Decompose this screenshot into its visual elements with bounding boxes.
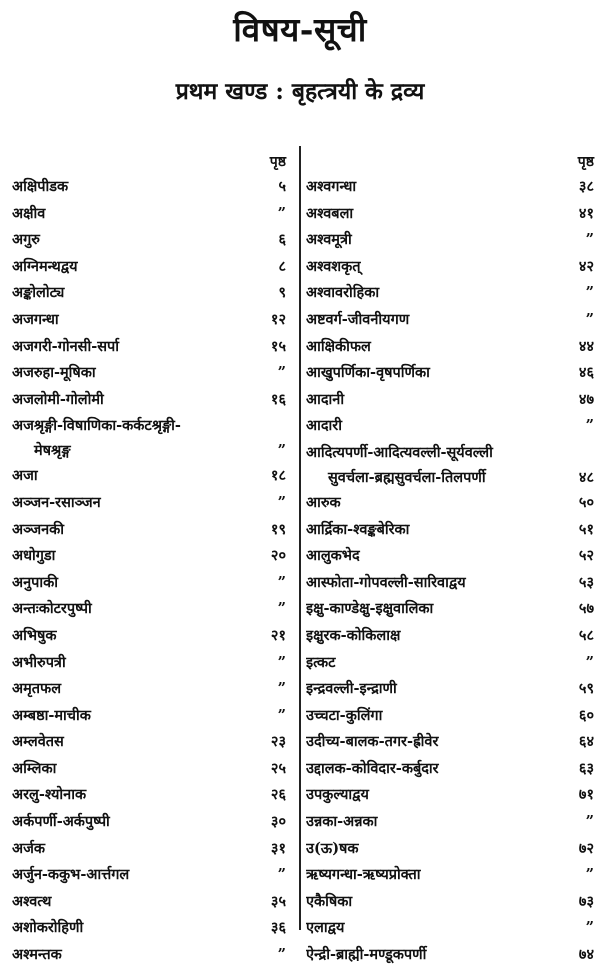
- entry-page-number: ”: [277, 493, 286, 511]
- entry-name-line: उच्चटा-कुलिंगा: [306, 706, 383, 724]
- entry-page-number: ”: [585, 653, 594, 671]
- entry-name-line: अक्षीव: [12, 204, 46, 222]
- toc-entry: [306, 915, 594, 942]
- entry-page-number: २३: [270, 733, 286, 751]
- entry-name-line: इक्षुरक-कोकिलाक्ष: [306, 626, 401, 644]
- toc-entry: [12, 889, 294, 916]
- entry-name: [306, 809, 562, 836]
- entry-page-number: ४८: [578, 468, 594, 486]
- entry-name-line: इत्कट: [306, 653, 336, 671]
- entry-page-number: ४२: [578, 257, 594, 275]
- entry-name-line: आलुकभेद: [306, 547, 360, 565]
- entry-name: [12, 201, 254, 228]
- entry-name-line: आर्द्रिका-श्वङ्कबेरिका: [306, 520, 410, 538]
- entry-name: [306, 334, 562, 361]
- entry-name-line: अश्वशकृत्: [306, 257, 361, 275]
- toc-entry: [306, 862, 594, 889]
- toc-entry: [12, 809, 294, 836]
- entry-page-number: ”: [277, 866, 286, 884]
- page-column-header: [306, 150, 594, 174]
- toc-entry: [306, 782, 594, 809]
- entry-name-line: अभीरुपत्री: [12, 653, 66, 671]
- entry-name-continuation: मेषश्रृङ्ग: [34, 442, 71, 460]
- entry-name: [12, 254, 254, 281]
- toc-entry: [12, 782, 294, 809]
- entry-page-number: ७२: [578, 839, 594, 857]
- page-column-header: [12, 150, 294, 174]
- entry-name: [12, 517, 254, 544]
- entry-page-number: ५७: [578, 600, 594, 618]
- entry-name: [12, 174, 254, 201]
- toc-entry: [12, 387, 294, 414]
- left-column: [12, 150, 294, 969]
- entry-page-number: ५३: [578, 573, 594, 591]
- entry-name: [12, 729, 254, 756]
- entry-name: [306, 915, 562, 942]
- toc-entry: [12, 676, 294, 703]
- entry-name-line: इक्षु-काण्डेक्षु-इक्षुवालिका: [306, 600, 434, 618]
- entry-name: [306, 387, 562, 414]
- entry-page-number: ५९: [578, 680, 594, 698]
- entry-name-line: अम्बष्ठा-माचीक: [12, 706, 91, 724]
- toc-entry: [12, 756, 294, 783]
- section-subtitle: प्रथम खण्ड : बृहत्त्रयी के द्रव्य: [175, 78, 425, 105]
- entry-name-line: अन्तःकोटरपुष्पी: [12, 600, 92, 618]
- toc-entry: [306, 543, 594, 570]
- toc-entry: [306, 201, 594, 228]
- entry-name: [12, 915, 254, 942]
- entry-page-number: ३८: [578, 178, 594, 195]
- entry-page-number: ”: [277, 364, 286, 382]
- entry-name: [12, 463, 254, 490]
- entry-name: [306, 570, 562, 597]
- page-header-label: पृष्ठ: [269, 154, 286, 170]
- toc-entry: [306, 490, 594, 517]
- entry-name-line: अर्कपर्णी-अर्कपुष्पी: [12, 813, 110, 831]
- entry-name-line: अधोगुडा: [12, 547, 56, 565]
- toc-entry: [306, 650, 594, 677]
- entry-name-line: अग्निमन्थद्वय: [12, 257, 78, 275]
- toc-entry: [12, 729, 294, 756]
- entry-name: [306, 280, 562, 307]
- entry-page-number: ५८: [578, 626, 594, 644]
- toc-entry: [306, 623, 594, 650]
- entry-name-line: अनुपाकी: [12, 573, 59, 591]
- entry-page-number: ”: [277, 204, 286, 222]
- entry-name-line: अजा: [12, 467, 38, 485]
- entry-page-number: ”: [585, 284, 594, 302]
- entry-name: [12, 623, 254, 650]
- entry-name: [306, 623, 562, 650]
- entry-name-line: ऋष्यगन्धा-ऋष्यप्रोक्ता: [306, 866, 421, 884]
- entry-name: [306, 254, 562, 281]
- entry-name: [12, 650, 254, 677]
- entry-name-line: अङ्कोलोट्य: [12, 284, 65, 302]
- entry-name-line: आक्षिकीफल: [306, 337, 371, 355]
- entry-name: [12, 307, 254, 334]
- toc-entry: [12, 280, 294, 307]
- toc-entry: [306, 307, 594, 334]
- toc-entry: [12, 174, 294, 201]
- entry-name: [306, 543, 562, 570]
- toc-entry: [306, 174, 594, 201]
- entry-name: [306, 360, 562, 387]
- toc-entry: [12, 570, 294, 597]
- entry-name: [306, 440, 562, 490]
- entry-page-number: ७४: [578, 946, 594, 964]
- entry-name-line: अञ्जनकी: [12, 520, 65, 538]
- toc-entry: [12, 650, 294, 677]
- entry-name-line: अर्जक: [12, 839, 45, 857]
- toc-entry: [306, 942, 594, 969]
- right-column: [306, 150, 594, 969]
- entry-page-number: ३०: [270, 813, 286, 831]
- entry-name-line: अञ्जन-रसाञ्जन: [12, 493, 101, 511]
- entry-name: [12, 676, 254, 703]
- entry-page-number: ९: [278, 284, 286, 302]
- entry-name: [12, 227, 254, 254]
- entry-name-line: आखुपर्णिका-वृषपर्णिका: [306, 364, 430, 382]
- entry-page-number: ५०: [578, 493, 594, 511]
- toc-entry: [306, 440, 594, 490]
- entry-name: [306, 676, 562, 703]
- entry-page-number: ४४: [578, 337, 594, 355]
- entry-name-line: अभिषुक: [12, 626, 57, 644]
- toc-entry: [12, 254, 294, 281]
- entry-name: [306, 650, 562, 677]
- entry-page-number: ”: [277, 680, 286, 698]
- toc-entry: [12, 862, 294, 889]
- toc-entry: [12, 413, 294, 463]
- entry-name-line: आदानी: [306, 390, 345, 408]
- entry-name-line: इन्द्रवल्ली-इन्द्राणी: [306, 680, 397, 698]
- toc-entry: [12, 915, 294, 942]
- entry-name-line: अमृतफल: [12, 680, 62, 698]
- toc-entry: [306, 280, 594, 307]
- toc-entry: [306, 756, 594, 783]
- entry-name-line: अश्मन्तक: [12, 946, 62, 964]
- toc-entry: [306, 836, 594, 863]
- entry-name-line: अश्वावरोहिका: [306, 284, 380, 302]
- entry-page-number: ४६: [578, 364, 594, 382]
- entry-name: [306, 756, 562, 783]
- entry-name-line: अक्षिपीडक: [12, 178, 69, 195]
- entry-name: [12, 360, 254, 387]
- entry-page-number: ६०: [578, 706, 594, 724]
- toc-entry: [12, 490, 294, 517]
- entry-page-number: २५: [270, 759, 286, 777]
- toc-entry: [306, 387, 594, 414]
- toc-entry: [12, 543, 294, 570]
- entry-name-line: एकैषिका: [306, 892, 353, 910]
- entry-name-line: उ(ऊ)षक: [306, 839, 359, 857]
- entry-page-number: ४७: [578, 390, 594, 408]
- entry-name-line: अश्वबला: [306, 204, 354, 222]
- toc-entry: [12, 307, 294, 334]
- entry-name: [12, 809, 254, 836]
- toc-entry: [306, 227, 594, 254]
- entry-name: [306, 942, 562, 969]
- toc-entry: [12, 201, 294, 228]
- entry-name: [306, 517, 562, 544]
- toc-entry: [306, 517, 594, 544]
- toc-entry: [12, 517, 294, 544]
- entry-page-number: १५: [270, 337, 286, 355]
- entry-name: [12, 490, 254, 517]
- column-divider: [299, 146, 301, 930]
- entry-page-number: २६: [270, 786, 286, 804]
- entry-page-number: १६: [270, 390, 286, 408]
- entry-page-number: ”: [277, 706, 286, 724]
- entry-page-number: ”: [277, 573, 286, 591]
- entry-page-number: ३१: [270, 839, 286, 857]
- entry-name-line: एलाद्वय: [306, 919, 345, 937]
- entry-page-number: १८: [270, 467, 286, 485]
- entry-name: [12, 334, 254, 361]
- entry-name-line: अशोकरोहिणी: [12, 919, 84, 937]
- entry-name: [12, 703, 254, 730]
- entry-name-line: आस्फोता-गोपवल्ली-सारिवाद्वय: [306, 573, 466, 591]
- page-header-label: पृष्ठ: [577, 154, 594, 170]
- entry-page-number: २१: [270, 626, 286, 644]
- entry-name: [12, 596, 254, 623]
- entry-page-number: ”: [585, 417, 594, 435]
- toc-entry: [12, 596, 294, 623]
- entry-name-line: अजगरी-गोनसी-सर्पा: [12, 337, 120, 355]
- toc-entry: [306, 889, 594, 916]
- entry-name: [306, 307, 562, 334]
- entry-page-number: ३५: [270, 892, 286, 910]
- entry-name-line: उन्नका-अन्नका: [306, 813, 378, 831]
- entry-name-line: अगुरु: [12, 231, 40, 249]
- entry-name: [12, 862, 254, 889]
- entry-name: [12, 387, 254, 414]
- entry-name: [12, 413, 254, 463]
- toc-entry: [306, 809, 594, 836]
- entry-name-line: अजश्रृङ्गी-विषाणिका-कर्कटश्रृङ्गी-: [12, 417, 181, 435]
- entry-name-line: अरलु-श्योनाक: [12, 786, 87, 804]
- entry-name-line: अजलोमी-गोलोमी: [12, 390, 104, 408]
- toc-entry: [306, 596, 594, 623]
- entry-name-line: आदारी: [306, 417, 342, 435]
- entry-page-number: ”: [277, 946, 286, 964]
- entry-page-number: ५: [278, 178, 286, 195]
- entry-page-number: ”: [585, 919, 594, 937]
- entry-page-number: १२: [270, 310, 286, 328]
- entry-name: [306, 490, 562, 517]
- toc-entry: [12, 334, 294, 361]
- entry-page-number: ”: [585, 813, 594, 831]
- entry-name: [306, 782, 562, 809]
- toc-entry: [306, 703, 594, 730]
- toc-entry: [306, 570, 594, 597]
- entry-page-number: ५२: [578, 547, 594, 565]
- entry-name-line: अष्टवर्ग-जीवनीयगण: [306, 310, 410, 328]
- entry-name: [306, 227, 562, 254]
- entry-name-line: अजरुहा-मूषिका: [12, 364, 96, 382]
- entry-page-number: ”: [277, 653, 286, 671]
- entry-name: [306, 862, 562, 889]
- toc-entry: [12, 623, 294, 650]
- entry-name: [306, 201, 562, 228]
- entry-page-number: ४१: [578, 204, 594, 222]
- toc-entry: [306, 254, 594, 281]
- entry-name: [12, 280, 254, 307]
- entry-page-number: ६: [278, 231, 286, 249]
- entry-name: [306, 836, 562, 863]
- entry-name: [306, 703, 562, 730]
- entry-name-line: ऐन्द्री-ब्राह्मी-मण्डूकपर्णी: [306, 946, 427, 964]
- entry-page-number: ५१: [578, 520, 594, 538]
- entry-page-number: ३६: [270, 919, 286, 937]
- entry-name: [12, 889, 254, 916]
- entry-name: [306, 596, 562, 623]
- toc-entry: [12, 463, 294, 490]
- entry-name-line: अर्जुन-ककुभ-आर्त्तगल: [12, 866, 130, 884]
- toc-entry: [306, 676, 594, 703]
- toc-entry: [12, 836, 294, 863]
- entry-name: [12, 756, 254, 783]
- entry-page-number: २०: [270, 547, 286, 565]
- entry-name: [12, 942, 254, 969]
- entry-page-number: ”: [277, 600, 286, 618]
- entry-name: [12, 782, 254, 809]
- entry-page-number: ६४: [578, 733, 594, 751]
- entry-name: [12, 570, 254, 597]
- entry-page-number: ”: [585, 310, 594, 328]
- page-title: विषय-सूची: [233, 10, 367, 49]
- entry-name-continuation: सुवर्चला-ब्रह्मसुवर्चला-तिलपर्णी: [328, 468, 486, 486]
- entry-name: [306, 174, 562, 201]
- toc-entry: [306, 360, 594, 387]
- entry-name: [306, 729, 562, 756]
- entry-page-number: ”: [585, 231, 594, 249]
- entry-page-number: ८: [278, 257, 286, 275]
- entry-name-line: अश्वत्थ: [12, 892, 52, 910]
- entry-name-line: आदित्यपर्णी-आदित्यवल्ली-सूर्यवल्ली: [306, 443, 493, 461]
- entry-name: [12, 836, 254, 863]
- entry-name-line: अम्लिका: [12, 759, 57, 777]
- entry-page-number: ७३: [578, 892, 594, 910]
- toc-entry: [12, 703, 294, 730]
- toc-entry: [12, 360, 294, 387]
- entry-page-number: ६३: [578, 759, 594, 777]
- entry-name-line: उद्दालक-कोविदार-कर्बुदार: [306, 759, 439, 777]
- toc-entry: [306, 413, 594, 440]
- toc-entry: [306, 729, 594, 756]
- entry-name: [12, 543, 254, 570]
- entry-name-line: उपकुल्याद्वय: [306, 786, 369, 804]
- entry-name-line: अश्वगन्धा: [306, 178, 357, 195]
- entry-page-number: ”: [585, 866, 594, 884]
- entry-name-line: अश्वमूत्री: [306, 231, 352, 249]
- entry-name: [306, 413, 562, 440]
- entry-name-line: उदीच्य-बालक-तगर-ह्रीवेर: [306, 733, 439, 751]
- toc-entry: [12, 942, 294, 969]
- toc-entry: [306, 334, 594, 361]
- entry-page-number: ”: [277, 442, 286, 460]
- entry-page-number: ७१: [578, 786, 594, 804]
- entry-name-line: अम्लवेतस: [12, 733, 64, 751]
- entry-name-line: अजगन्धा: [12, 310, 59, 328]
- entry-name: [306, 889, 562, 916]
- entry-name-line: आरुक: [306, 493, 341, 511]
- entry-page-number: १९: [270, 520, 286, 538]
- toc-entry: [12, 227, 294, 254]
